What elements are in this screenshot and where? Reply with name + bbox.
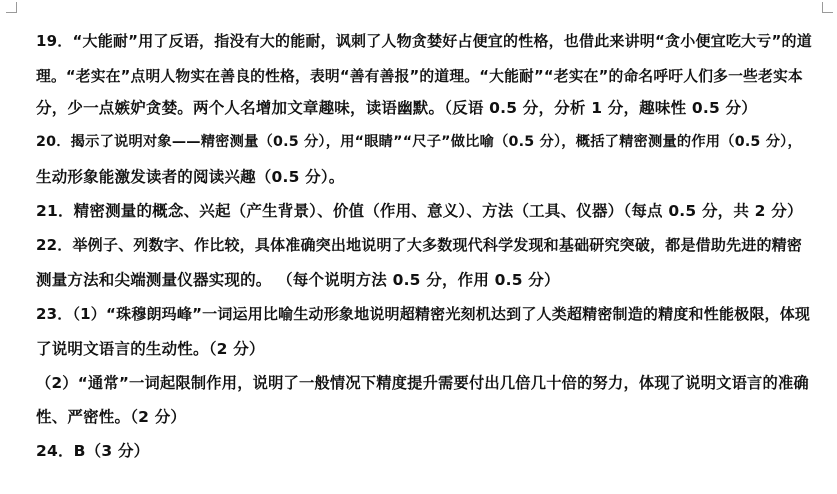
answer-23-part2-line-1: （2）“通常”一词起限制作用，说明了一般情况下精度提升需要付出几倍几十倍的努力，体现了说明文语言的准确 — [36, 374, 809, 392]
answer-22-line-2: 测量方法和尖端测量仪器实现的。 （每个说明方法 0.5 分，作用 0.5 分） — [36, 271, 560, 289]
page-corner-mark-top-right — [822, 2, 833, 13]
answer-19-line-3: 分，少一点嫉妒贪婪。两个人名增加文章趣味，读语幽默。（反语 0.5 分，分析 1 分，趣味性 0.5 分） — [36, 99, 757, 117]
answer-20-line-1: 20．揭示了说明对象——精密测量（0.5 分），用“眼睛”“尺子”做比喻（0.5 分），概括了精密测量的作用（0.5 分）， — [36, 134, 802, 150]
page-corner-mark-top-left — [6, 2, 17, 13]
answer-20-line-2: 生动形象能激发读者的阅读兴趣（0.5 分）。 — [36, 168, 345, 186]
answer-24-line-1: 24．B（3 分） — [36, 442, 150, 460]
answer-23-line-1: 23．（1）“珠穆朗玛峰”一词运用比喻生动形象地说明超精密光刻机达到了人类超精密制造的精度和性能极限，体现 — [36, 305, 811, 323]
answer-19-line-2: 理。“老实在”点明人物实在善良的性格，表明“善有善报”的道理。“大能耐”“老实在”的命名呼吁人们多一些老实本 — [36, 68, 803, 85]
answer-19-line-1: 19．“大能耐”用了反语，指没有大的能耐，讽刺了人物贪婪好占便宜的性格，也借此来讲明“贪小便宜吃大亏”的道 — [36, 32, 812, 50]
answer-23-part2-line-2: 性、严密性。（2 分） — [36, 408, 187, 426]
answer-21-line-1: 21．精密测量的概念、兴起（产生背景）、价值（作用、意义）、方法（工具、仪器）（每点 0.5 分，共 2 分） — [36, 202, 803, 220]
answer-23-line-2: 了说明文语言的生动性。（2 分） — [36, 340, 265, 358]
answer-22-line-1: 22．举例子、列数字、作比较，具体准确突出地说明了大多数现代科学发现和基础研究突破，都是借助先进的精密 — [36, 236, 803, 254]
